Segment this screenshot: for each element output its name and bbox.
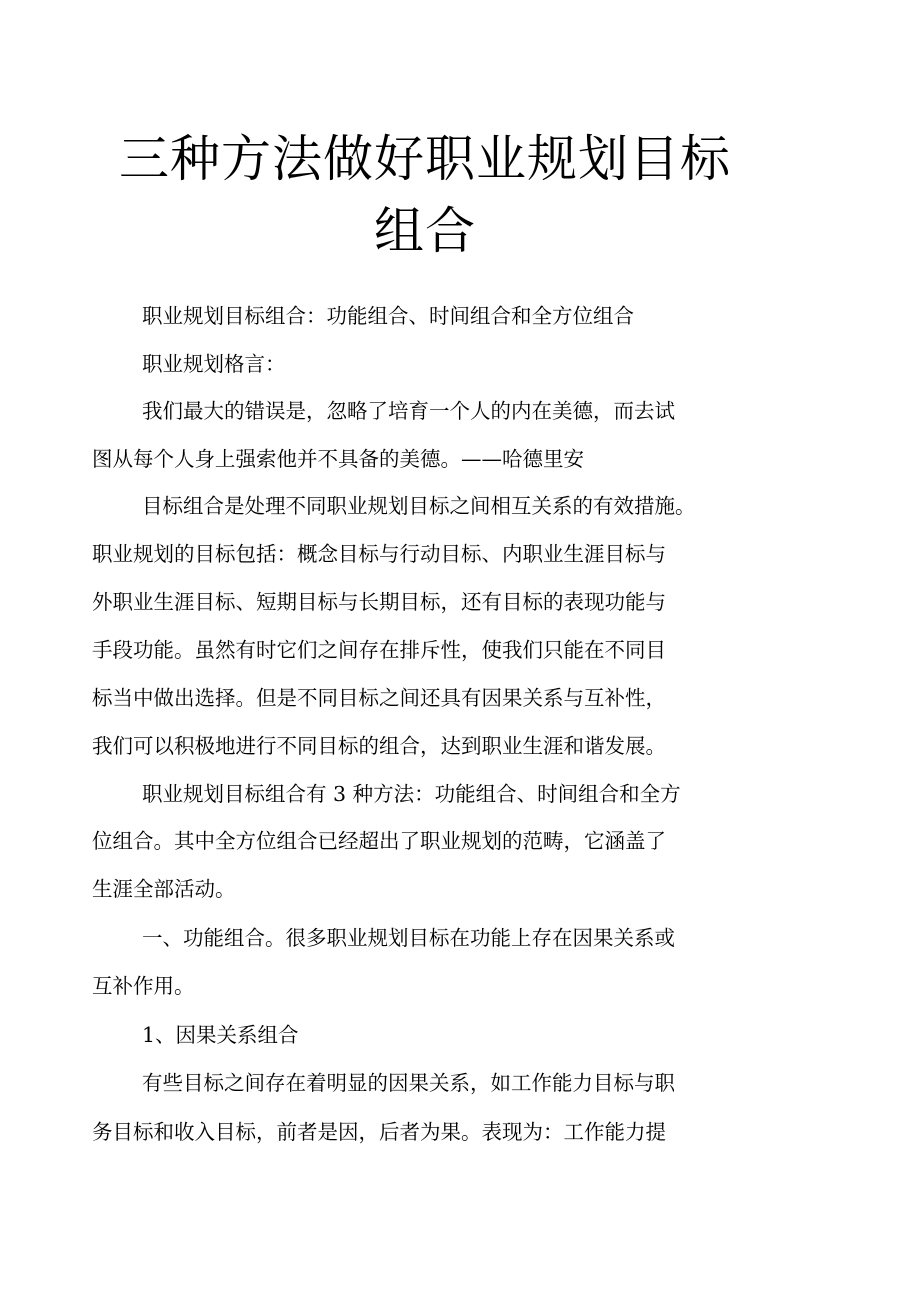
paragraph-line: 一、功能组合。很多职业规划目标在功能上存在因果关系或 bbox=[142, 926, 675, 950]
paragraph-line: 外职业生涯目标、短期目标与长期目标，还有目标的表现功能与 bbox=[92, 590, 666, 614]
paragraph-line: 职业规划的目标包括：概念目标与行动目标、内职业生涯目标与 bbox=[92, 542, 666, 566]
paragraph-line: 职业规划目标组合：功能组合、时间组合和全方位组合 bbox=[142, 304, 634, 328]
paragraph-line: 1、因果关系组合 bbox=[142, 1023, 299, 1047]
paragraph-line: 我们最大的错误是，忽略了培育一个人的内在美德，而去试 bbox=[142, 399, 675, 423]
paragraph-line: 职业规划目标组合有 3 种方法：功能组合、时间组合和全方 bbox=[142, 782, 681, 806]
paragraph-line: 互补作用。 bbox=[92, 974, 195, 998]
paragraph-line: 手段功能。虽然有时它们之间存在排斥性，使我们只能在不同目 bbox=[92, 638, 666, 662]
paragraph-line: 有些目标之间存在着明显的因果关系，如工作能力目标与职 bbox=[142, 1071, 675, 1095]
document-title-line-2: 组合 bbox=[374, 202, 476, 260]
paragraph-line: 目标组合是处理不同职业规划目标之间相互关系的有效措施。 bbox=[142, 494, 696, 518]
paragraph-line: 图从每个人身上强索他并不具备的美德。——哈德里安 bbox=[92, 447, 584, 471]
paragraph-line: 位组合。其中全方位组合已经超出了职业规划的范畴，它涵盖了 bbox=[92, 829, 666, 853]
paragraph-line: 职业规划格言： bbox=[142, 352, 286, 376]
paragraph-line: 生涯全部活动。 bbox=[92, 877, 236, 901]
paragraph-line: 我们可以积极地进行不同目标的组合，达到职业生涯和谐发展。 bbox=[92, 734, 666, 758]
document-title-line-1: 三种方法做好职业规划目标 bbox=[119, 130, 731, 188]
paragraph-line: 标当中做出选择。但是不同目标之间还具有因果关系与互补性， bbox=[92, 686, 666, 710]
paragraph-line: 务目标和收入目标，前者是因，后者为果。表现为：工作能力提 bbox=[92, 1120, 666, 1144]
